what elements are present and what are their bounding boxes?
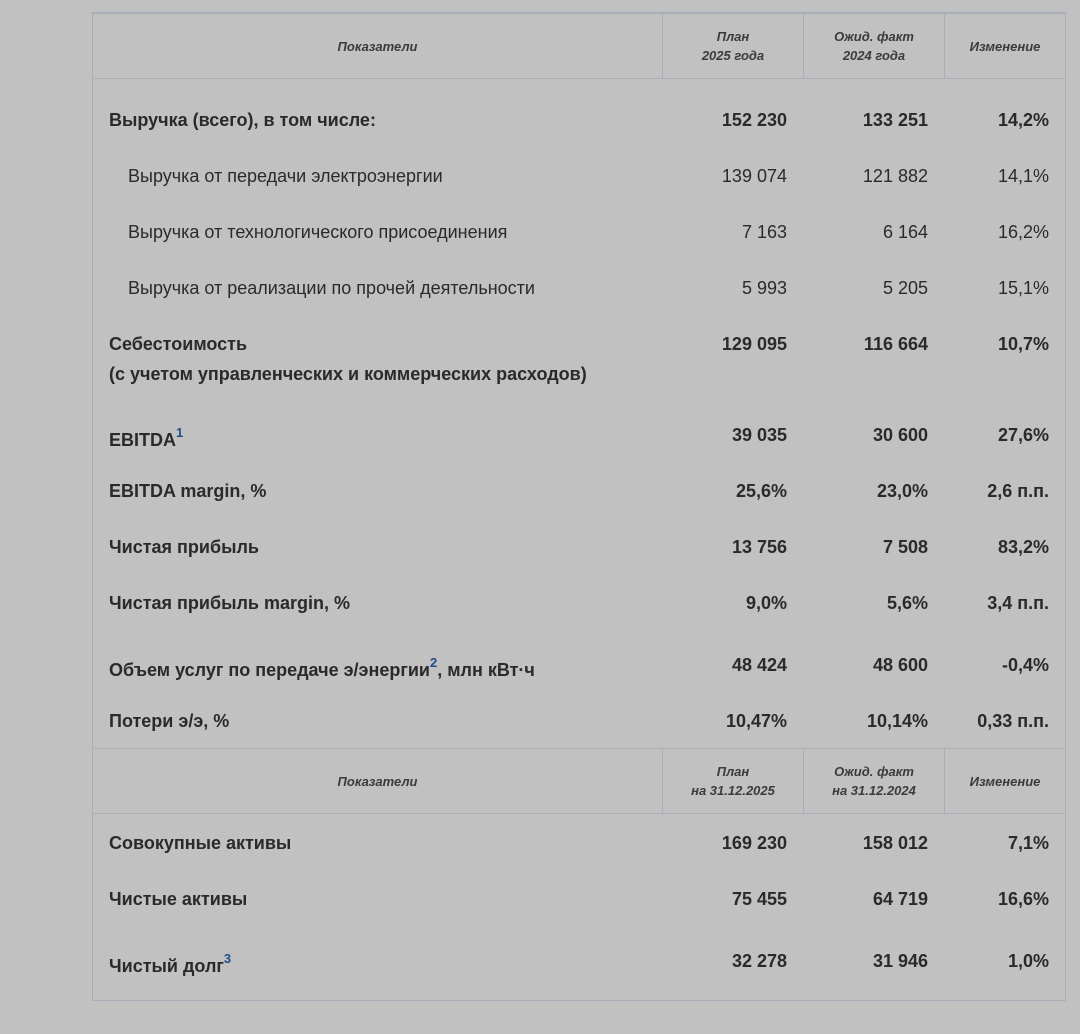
row-change: -0,4% [1001, 655, 1049, 675]
row-fact: 10,14% [866, 711, 928, 731]
row-change: 16,2% [997, 222, 1049, 242]
row-label-text: Объем услуг по передаче э/энергии [109, 660, 430, 680]
row-label-line2: (с учетом управленческих и коммерческих расходов) [109, 364, 587, 384]
row-plan: 75 455 [731, 889, 787, 909]
row-change: 83,2% [997, 537, 1049, 557]
row-plan: 139 074 [721, 166, 787, 186]
footnote-link[interactable]: 2 [429, 655, 438, 670]
row-change: 27,6% [997, 425, 1049, 445]
row-fact: 5 205 [882, 278, 928, 298]
row-change: 7,1% [1007, 833, 1049, 853]
row-change: 2,6 п.п. [987, 481, 1049, 501]
row-change: 16,6% [997, 889, 1049, 909]
row-fact: 158 012 [862, 833, 928, 853]
row-plan: 10,47% [725, 711, 787, 731]
row-plan: 7 163 [741, 222, 787, 242]
row-label-suffix: , млн кВт·ч [437, 660, 535, 680]
row-change: 14,1% [997, 166, 1049, 186]
row-label: Выручка от реализации по прочей деятельности [128, 278, 535, 298]
row-label: Чистая прибыль [109, 537, 259, 557]
row-change: 0,33 п.п. [977, 711, 1049, 731]
row-plan: 13 756 [731, 537, 787, 557]
row-label [109, 329, 587, 389]
row-label [109, 420, 183, 455]
row-change: 3,4 п.п. [987, 593, 1049, 613]
footnote-link[interactable]: 3 [223, 951, 232, 966]
row-plan: 25,6% [735, 481, 787, 501]
row-plan: 152 230 [721, 110, 787, 130]
header-change: Изменение [969, 38, 1041, 54]
row-fact: 31 946 [872, 951, 928, 971]
row-change: 14,2% [997, 110, 1049, 130]
header-indicators: Показатели [93, 14, 663, 78]
row-label-text: EBITDA [109, 430, 176, 450]
row-fact: 5,6% [886, 593, 928, 613]
row-plan: 129 095 [721, 334, 787, 354]
row-change: 10,7% [997, 334, 1049, 354]
row-change: 1,0% [1007, 951, 1049, 971]
row-fact: 7 508 [882, 537, 928, 557]
row-plan: 9,0% [745, 593, 787, 613]
table-header [93, 13, 1065, 79]
row-label: Потери э/э, % [109, 711, 230, 731]
financial-table [92, 12, 1066, 1001]
row-label: Чистые активы [109, 889, 248, 909]
row-label [109, 650, 535, 685]
row-label: Выручка (всего), в том числе: [109, 110, 376, 130]
row-change: 15,1% [997, 278, 1049, 298]
row-label-text: Чистый долг [109, 956, 224, 976]
row-plan: 169 230 [721, 833, 787, 853]
row-plan: 5 993 [741, 278, 787, 298]
row-fact: 133 251 [862, 110, 928, 130]
row-fact: 6 164 [882, 222, 928, 242]
row-label: Чистая прибыль margin, % [109, 593, 350, 613]
footnote-link[interactable]: 1 [176, 425, 184, 440]
row-label [109, 946, 231, 981]
row-plan: 32 278 [731, 951, 787, 971]
row-fact: 23,0% [876, 481, 928, 501]
header-expected-fact: Ожид. факт на 31.12.2024 [804, 749, 945, 813]
row-plan: 48 424 [731, 655, 787, 675]
row-label: EBITDA margin, % [109, 481, 267, 501]
header-plan: План на 31.12.2025 [663, 749, 804, 813]
header-plan: План 2025 года [663, 14, 804, 78]
row-fact: 48 600 [872, 655, 928, 675]
row-label: Совокупные активы [109, 833, 292, 853]
header-indicators: Показатели [93, 749, 663, 813]
row-fact: 121 882 [862, 166, 928, 186]
row-label-line1: Себестоимость [109, 334, 248, 354]
row-plan: 39 035 [731, 425, 787, 445]
row-label: Выручка от передачи электроэнергии [128, 166, 443, 186]
table-header-balance [93, 748, 1065, 814]
row-fact: 116 664 [863, 334, 928, 354]
row-fact: 64 719 [872, 889, 928, 909]
row-label: Выручка от технологического присоединения [128, 222, 508, 242]
header-change: Изменение [969, 773, 1041, 789]
header-expected-fact: Ожид. факт 2024 года [804, 14, 945, 78]
row-fact: 30 600 [872, 425, 928, 445]
